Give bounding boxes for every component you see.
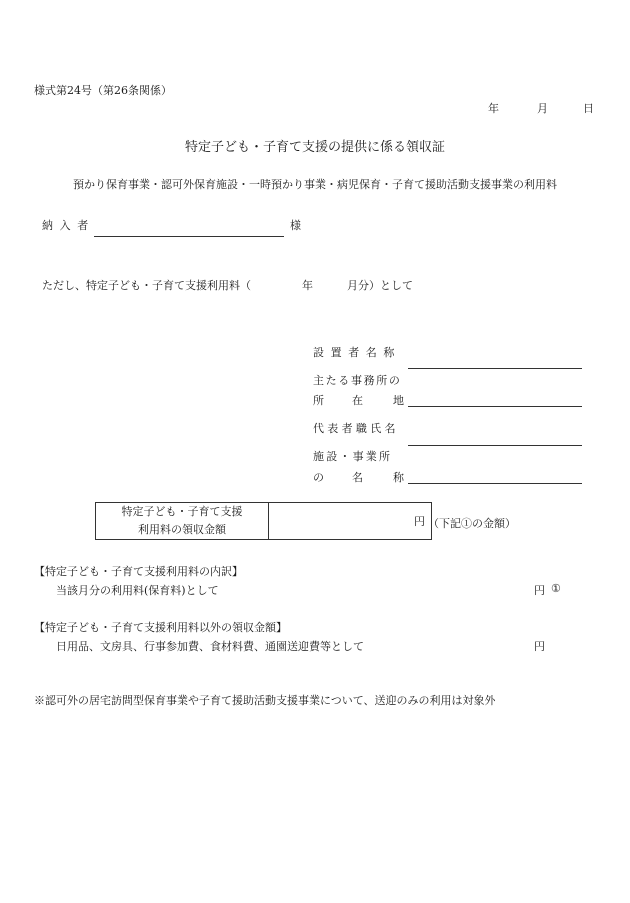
payer-label: 納入者	[42, 219, 95, 232]
form-number: 様式第24号（第26条関係）	[34, 84, 172, 97]
office-label-2b: 在	[352, 394, 363, 407]
date-year-label: 年	[488, 102, 499, 115]
facility-name-line[interactable]	[408, 483, 582, 484]
breakdown-unit: 円	[534, 584, 545, 597]
payer-name-line[interactable]	[94, 236, 284, 237]
document-title: 特定子ども・子育て支援の提供に係る領収証	[184, 140, 445, 155]
date-month-label: 月	[537, 102, 548, 115]
facility-label-2b: 名	[352, 471, 363, 484]
footnote: ※認可外の居宅訪問型保育事業や子育て援助活動支援事業について、送迎のみの利用は対象外	[34, 694, 496, 707]
amount-unit: 円	[414, 515, 425, 528]
facility-label-line1: 施設・事業所	[313, 450, 393, 463]
proviso-prefix: ただし、特定子ども・子育て支援利用料（	[42, 279, 251, 292]
breakdown-marker: ①	[551, 582, 561, 595]
facility-label-2a: の	[313, 471, 324, 484]
amount-value-cell[interactable]	[269, 503, 432, 540]
facility-label-2c: 称	[393, 471, 404, 484]
office-label-line1: 主たる事務所の	[313, 374, 402, 387]
office-address-line[interactable]	[408, 406, 582, 407]
issuer-name-line[interactable]	[408, 368, 582, 369]
amount-note: （下記①の金額）	[428, 517, 516, 530]
other-heading: 【特定子ども・子育て支援利用料以外の領収金額】	[34, 621, 287, 634]
breakdown-heading: 【特定子ども・子育て支援利用料の内訳】	[34, 565, 243, 578]
issuer-name-label: 設置者名称	[313, 346, 401, 359]
proviso-month-suffix: 月分）として	[347, 279, 413, 292]
proviso-year: 年	[302, 279, 313, 292]
payer-suffix: 様	[290, 219, 301, 232]
other-item: 日用品、文房具、行事参加費、食材料費、通園送迎費等として	[56, 640, 364, 653]
other-unit: 円	[534, 640, 545, 653]
date-day-label: 日	[583, 102, 594, 115]
amount-label-cell	[96, 503, 269, 540]
office-label-2c: 地	[393, 394, 404, 407]
representative-label: 代表者職氏名	[313, 422, 399, 435]
amount-table	[95, 502, 432, 540]
document-subtitle: 預かり保育事業・認可外保育施設・一時預かり事業・病児保育・子育て援助活動支援事業の利用料	[73, 178, 557, 191]
office-label-2a: 所	[313, 394, 324, 407]
representative-line[interactable]	[408, 445, 582, 446]
breakdown-item: 当該月分の利用料(保育料)として	[56, 584, 219, 597]
amount-label-line1: 特定子ども・子育て支援	[121, 505, 243, 518]
amount-label-line2: 利用料の領収金額	[138, 523, 226, 536]
